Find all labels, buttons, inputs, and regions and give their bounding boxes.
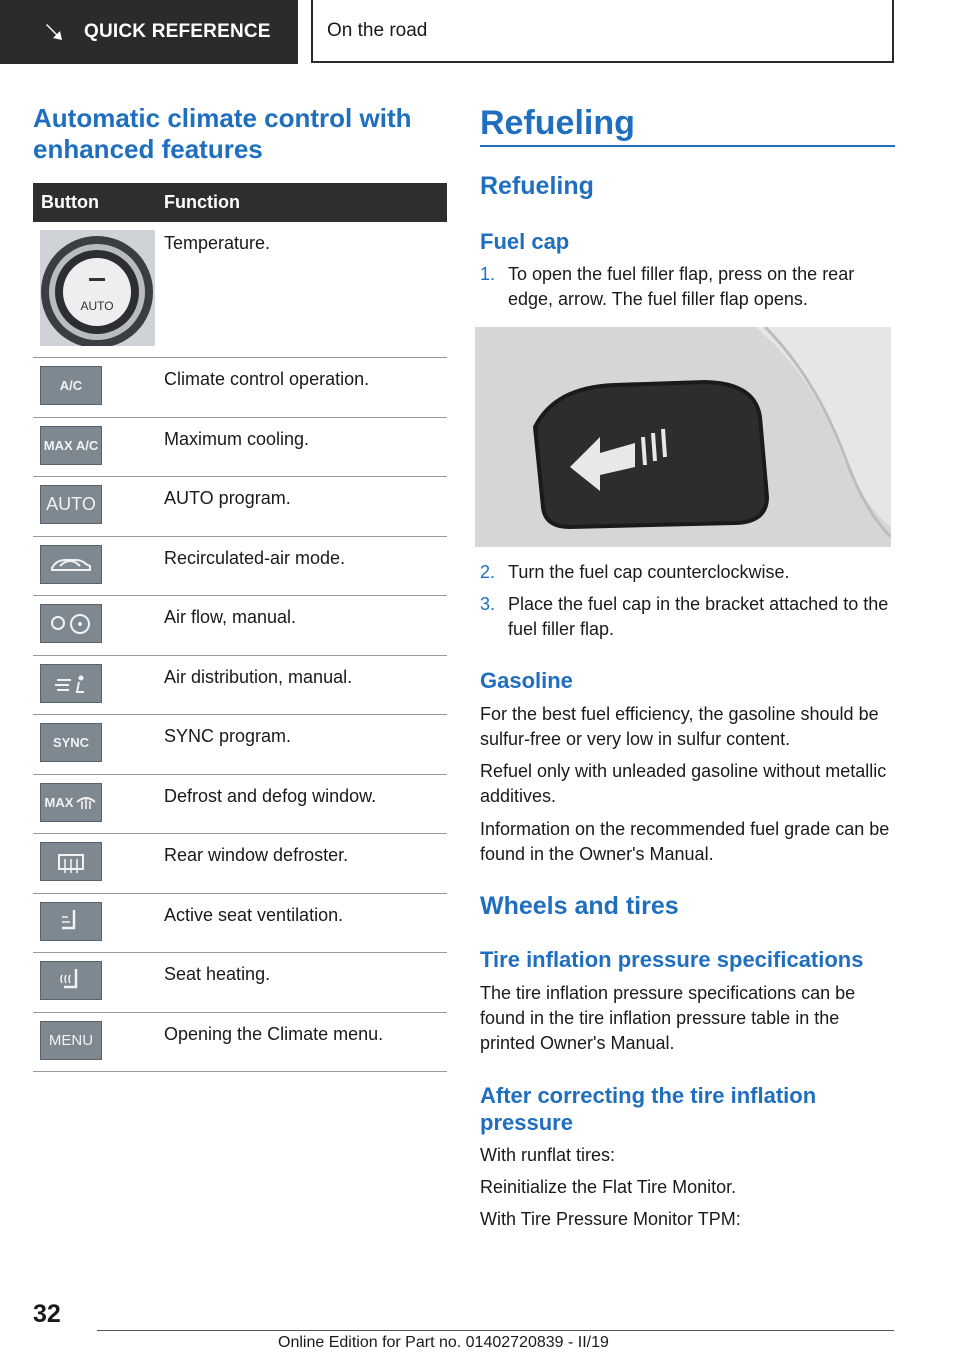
fuel-cap-heading: Fuel cap (480, 229, 570, 254)
seat-heating-button-icon (40, 961, 102, 1000)
ac-button-icon: A/C (40, 366, 102, 405)
function-text: Temperature. (164, 233, 271, 253)
climate-control-title: Automatic climate control with enhanced features (33, 103, 412, 164)
after-paragraph: With Tire Pressure Monitor TPM: (480, 1209, 741, 1229)
knob-auto-text: AUTO (80, 299, 114, 313)
rear-defroster-button-icon (40, 842, 102, 881)
page-number: 32 (33, 1300, 61, 1328)
table-row (33, 715, 447, 775)
step-number: 3. (480, 594, 496, 614)
quick-reference-tab[interactable] (0, 0, 298, 64)
function-text: Air flow, manual. (164, 607, 297, 627)
recirculation-button-icon (40, 545, 102, 584)
table-header (33, 183, 447, 222)
function-text: Recirculated-air mode. (164, 548, 346, 568)
tire-pressure-spec-heading: Tire inflation pressure specifications (480, 947, 864, 972)
function-text: Rear window defroster. (164, 845, 349, 865)
table-row (33, 358, 447, 418)
max-ac-button-icon: MAX A/C (40, 426, 102, 465)
refueling-title: Refueling (480, 104, 635, 142)
air-distribution-button-icon (40, 664, 102, 703)
function-text: Active seat ventilation. (164, 905, 344, 925)
max-defrost-button-icon: MAX (40, 783, 102, 822)
section-tab[interactable] (311, 0, 894, 63)
gasoline-paragraph: Information on the recommended fuel grade can be found in the Owner's Manual. (480, 819, 890, 864)
function-text: Opening the Climate menu. (164, 1024, 384, 1044)
tire-spec-paragraph: The tire inflation pressure specifications can be found in the tire inflation pressure table in the printed Owner's Manual. (480, 983, 856, 1053)
list-item (480, 560, 895, 585)
temperature-knob-icon (40, 230, 155, 346)
table-row (33, 834, 447, 894)
column-header-function: Function (164, 192, 240, 212)
step-number: 1. (480, 264, 496, 284)
function-text: AUTO program. (164, 488, 291, 508)
after-correcting-heading: After correcting the tire inflation pressure (480, 1083, 817, 1135)
column-header-button: Button (41, 192, 99, 212)
step-text: Turn the fuel cap counterclockwise. (508, 562, 790, 582)
climate-buttons-table (33, 183, 447, 1072)
list-item (480, 262, 895, 312)
table-row (33, 656, 447, 715)
fuel-filler-flap-image (475, 327, 891, 547)
table-row (33, 477, 447, 537)
table-row (33, 953, 447, 1013)
sync-button-icon: SYNC (40, 723, 102, 762)
function-text: Defrost and defog window. (164, 786, 377, 806)
list-item (480, 592, 895, 642)
table-row (33, 775, 447, 834)
step-number: 2. (480, 562, 496, 582)
step-text: To open the fuel filler flap, press on the rear edge, arrow. The fuel filler flap opens. (508, 264, 855, 309)
seat-ventilation-button-icon (40, 902, 102, 941)
edition-text: Online Edition for Part no. 01402720839 - II/19 (278, 1334, 609, 1351)
function-text: Seat heating. (164, 964, 271, 984)
function-text: Air distribution, manual. (164, 667, 353, 687)
menu-button-icon: MENU (40, 1021, 102, 1060)
gasoline-paragraph: For the best fuel efficiency, the gasoline should be sulfur-free or very low in sulfur content. (480, 704, 879, 749)
table-row (33, 1013, 447, 1072)
footer-rule (97, 1330, 894, 1331)
lightning-arrow-icon (44, 22, 64, 42)
table-row (33, 222, 447, 358)
gasoline-heading: Gasoline (480, 668, 573, 693)
table-row (33, 418, 447, 477)
function-text: SYNC program. (164, 726, 292, 746)
quick-reference-label: QUICK REFERENCE (84, 21, 271, 42)
after-paragraph: Reinitialize the Flat Tire Monitor. (480, 1177, 737, 1197)
auto-button-icon: AUTO (40, 485, 102, 524)
gasoline-paragraph: Refuel only with unleaded gasoline without metallic additives. (480, 761, 887, 806)
table-row (33, 596, 447, 656)
table-row (33, 894, 447, 953)
refueling-subtitle: Refueling (480, 172, 594, 200)
function-text: Maximum cooling. (164, 429, 310, 449)
table-row (33, 537, 447, 596)
title-rule (480, 145, 895, 147)
wheels-tires-heading: Wheels and tires (480, 892, 679, 920)
section-label: On the road (327, 19, 428, 41)
function-text: Climate control operation. (164, 369, 370, 389)
step-text: Place the fuel cap in the bracket attached to the fuel filler flap. (508, 594, 889, 639)
fan-button-icon (40, 604, 102, 643)
after-paragraph: With runflat tires: (480, 1145, 616, 1165)
